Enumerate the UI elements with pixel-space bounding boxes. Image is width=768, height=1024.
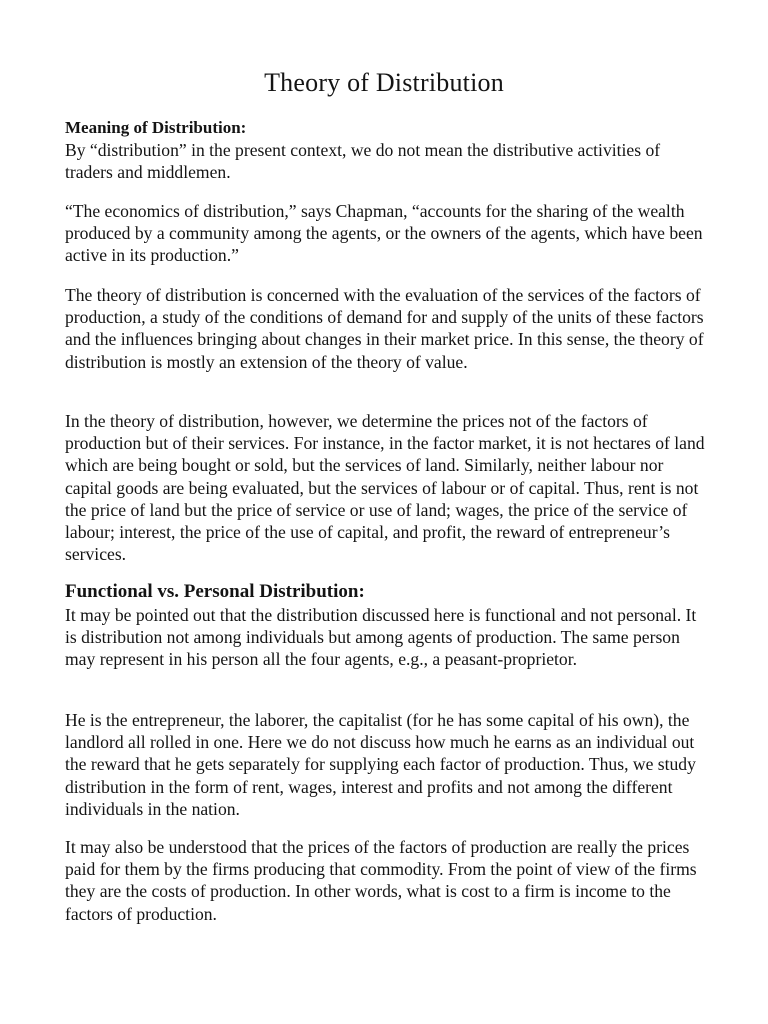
section-heading-functional: Functional vs. Personal Distribution:	[65, 581, 365, 602]
paragraph: It may also be understood that the prices of the factors of production are really the prices paid for them by the firms producing that commodity. From the point of view of the firms they are the costs of production. In other words, what is cost to a firm is income to the factors of production.	[65, 837, 697, 924]
section-heading-meaning: Meaning of Distribution:	[65, 118, 247, 137]
paragraph: By “distribution” in the present context, we do not mean the distributive activities of traders and middlemen.	[65, 140, 661, 183]
paragraph-quote: “The economics of distribution,” says Chapman, “accounts for the sharing of the wealth produced by a community among the agents, or the owners of the agents, which have been active in its production.”	[65, 201, 703, 266]
document-title: Theory of Distribution	[264, 68, 504, 97]
paragraph: It may be pointed out that the distribution discussed here is functional and not personal. It is distribution not among individuals but among agents of production. The same person may represent in his person all the four agents, e.g., a peasant-proprietor.	[65, 605, 697, 670]
paragraph: The theory of distribution is concerned with the evaluation of the services of the factors of production, a study of the conditions of demand for and supply of the units of these factors and the influences bringing about changes in their market price. In this sense, the theory of distribution is mostly an extension of the theory of value.	[65, 285, 704, 372]
paragraph: In the theory of distribution, however, we determine the prices not of the factors of production but of their services. For instance, in the factor market, it is not hectares of land which are being bought or sold, but the services of land. Similarly, neither labour nor capital goods are being evaluated, but the services of labour or of capital. Thus, rent is not the price of land but the price of service or use of land; wages, the price of the service of labour; interest, the price of the use of capital, and profit, the reward of entrepreneur’s services.	[65, 411, 705, 565]
paragraph: He is the entrepreneur, the laborer, the capitalist (for he has some capital of his own), the landlord all rolled in one. Here we do not discuss how much he earns as an individual out the reward that he gets separately for supplying each factor of production. Thus, we study distribution in the form of rent, wages, interest and profits and not among the different individuals in the nation.	[65, 710, 696, 819]
